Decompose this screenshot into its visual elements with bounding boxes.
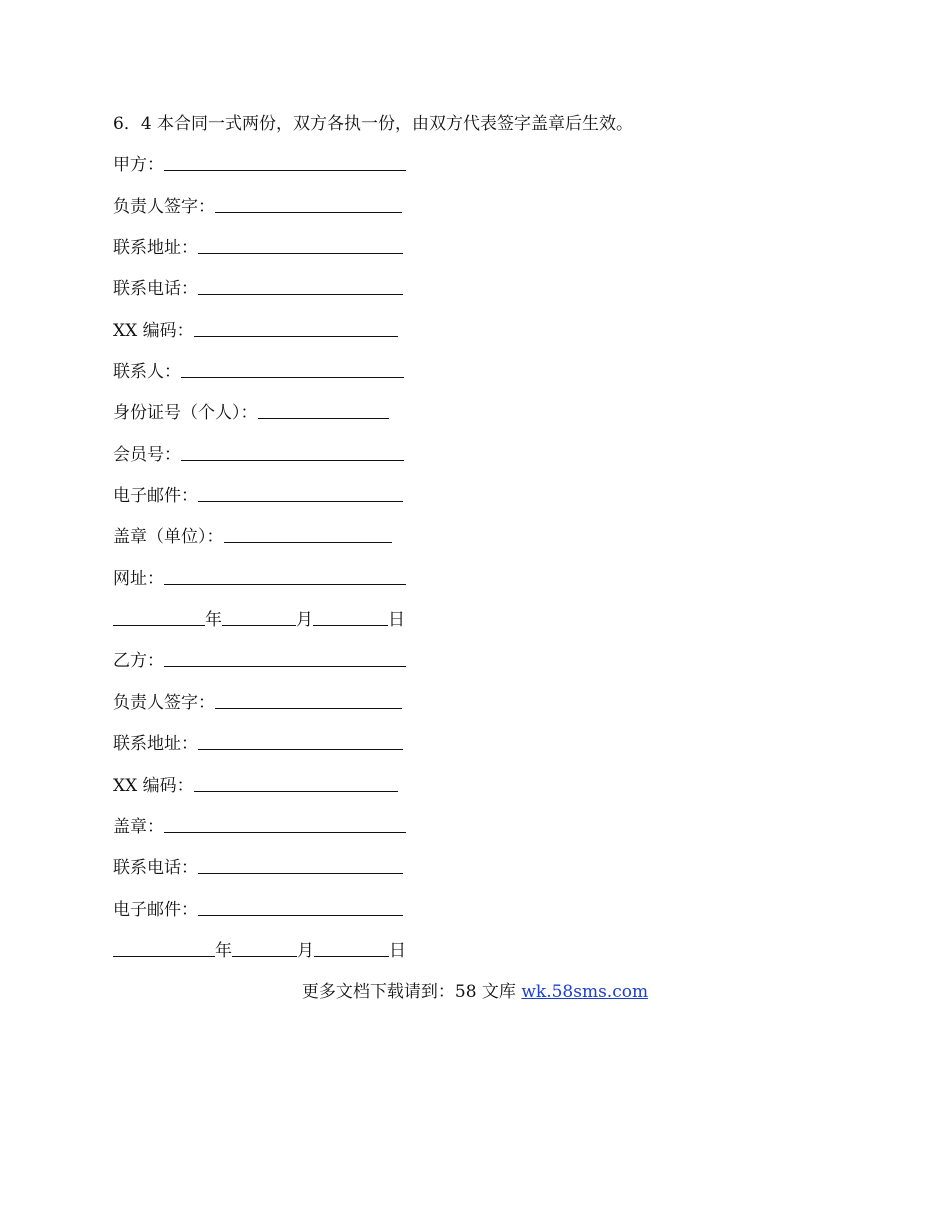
footer-text: 更多文档下载请到：58 文库 bbox=[301, 982, 522, 1002]
party-a-signature-field bbox=[113, 193, 853, 234]
party-a-contact-field bbox=[113, 358, 853, 399]
field-label: 负责人签字： bbox=[113, 692, 215, 713]
fill-blank bbox=[215, 193, 402, 213]
field-label: 电子邮件： bbox=[113, 899, 198, 920]
field-label: 联系电话： bbox=[113, 279, 198, 300]
fill-blank bbox=[198, 896, 403, 916]
party-b-signature-field bbox=[113, 689, 853, 730]
fill-blank bbox=[194, 317, 398, 337]
field-label: 联系地址： bbox=[113, 238, 198, 259]
day-label: 日 bbox=[388, 610, 405, 631]
month-label: 月 bbox=[296, 610, 313, 631]
party-a-phone-field bbox=[113, 275, 853, 316]
party-a-member-field bbox=[113, 441, 853, 482]
intro-clause bbox=[113, 110, 853, 151]
month-blank bbox=[222, 606, 296, 626]
party-b-date-line bbox=[113, 937, 853, 978]
party-b-address-field bbox=[113, 730, 853, 771]
field-label: 负责人签字： bbox=[113, 196, 215, 217]
day-blank bbox=[313, 606, 388, 626]
party-a-website-field bbox=[113, 565, 853, 606]
fill-blank bbox=[198, 854, 403, 874]
fill-blank bbox=[198, 234, 403, 254]
fill-blank bbox=[215, 689, 402, 709]
party-a-name-field bbox=[113, 151, 853, 192]
footer-link[interactable]: wk.58sms.com bbox=[521, 982, 649, 1002]
fill-blank bbox=[164, 647, 406, 667]
fill-blank bbox=[164, 151, 406, 171]
fill-blank bbox=[181, 441, 404, 461]
document-page bbox=[113, 110, 853, 978]
party-a-date-line bbox=[113, 606, 853, 647]
fill-blank bbox=[164, 565, 406, 585]
fill-blank bbox=[198, 275, 403, 295]
party-b-code-field bbox=[113, 772, 853, 813]
day-label: 日 bbox=[389, 940, 406, 961]
month-label: 月 bbox=[297, 940, 314, 961]
field-label: XX 编码： bbox=[113, 775, 194, 796]
field-label: 甲方： bbox=[113, 155, 164, 176]
party-b-seal-field bbox=[113, 813, 853, 854]
party-a-email-field bbox=[113, 482, 853, 523]
party-a-code-field bbox=[113, 317, 853, 358]
intro-text: 6．4 本合同一式两份，双方各执一份，由双方代表签字盖章后生效。 bbox=[113, 114, 634, 134]
fill-blank bbox=[224, 523, 392, 543]
fill-blank bbox=[198, 482, 403, 502]
year-blank bbox=[113, 606, 205, 626]
party-a-seal-field bbox=[113, 523, 853, 564]
field-label: 联系地址： bbox=[113, 734, 198, 755]
year-blank bbox=[113, 937, 215, 957]
party-a-id-field bbox=[113, 399, 853, 440]
year-label: 年 bbox=[215, 940, 232, 961]
month-blank bbox=[232, 937, 297, 957]
party-b-name-field bbox=[113, 647, 853, 688]
field-label: 联系电话： bbox=[113, 858, 198, 879]
year-label: 年 bbox=[205, 610, 222, 631]
field-label: 盖章（单位）： bbox=[113, 527, 224, 548]
field-label: 盖章： bbox=[113, 816, 164, 837]
field-label: 网址： bbox=[113, 568, 164, 589]
party-a-address-field bbox=[113, 234, 853, 275]
fill-blank bbox=[194, 772, 398, 792]
field-label: 联系人： bbox=[113, 362, 181, 383]
fill-blank bbox=[198, 730, 403, 750]
field-label: 乙方： bbox=[113, 651, 164, 672]
fill-blank bbox=[181, 358, 404, 378]
field-label: XX 编码： bbox=[113, 320, 194, 341]
fill-blank bbox=[258, 399, 389, 419]
party-b-phone-field bbox=[113, 854, 853, 895]
field-label: 电子邮件： bbox=[113, 486, 198, 507]
footer bbox=[0, 978, 950, 1006]
party-b-email-field bbox=[113, 896, 853, 937]
field-label: 会员号： bbox=[113, 444, 181, 465]
fill-blank bbox=[164, 813, 406, 833]
field-label: 身份证号（个人）： bbox=[113, 403, 258, 424]
day-blank bbox=[314, 937, 389, 957]
